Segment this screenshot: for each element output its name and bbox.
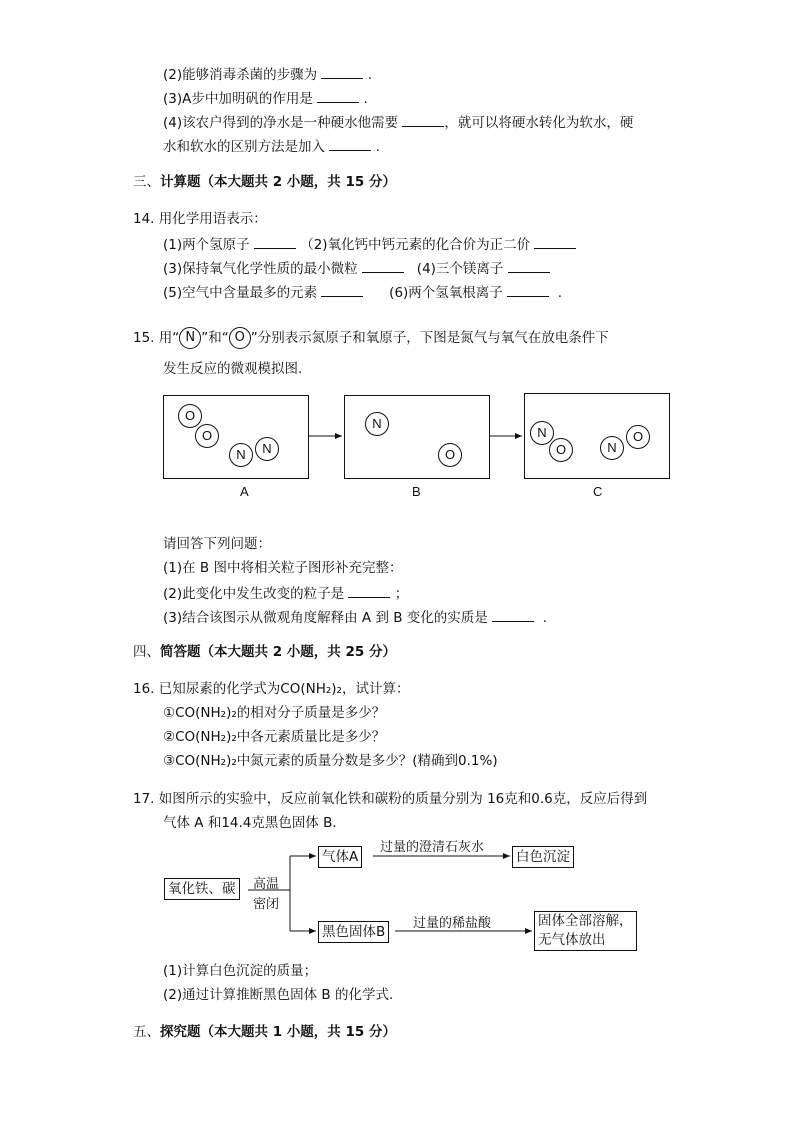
flow-precipitate-box: 白色沉淀 bbox=[512, 846, 574, 868]
q17-stem-line2: 气体 A 和14.4克黑色固体 B． bbox=[163, 815, 346, 831]
flow-gas-box: 气体A bbox=[318, 846, 362, 868]
flow-dissolve-line2: 无气体放出 bbox=[538, 932, 606, 948]
oxygen-atom-icon: O bbox=[229, 327, 251, 349]
q16-stem: 16. 已知尿素的化学式为CO(NH₂)₂，试计算： bbox=[133, 681, 410, 697]
q16-sub-2: ②CO(NH₂)₂中各元素质量比是多少？ bbox=[163, 729, 386, 745]
nitrogen-atom: N bbox=[229, 443, 253, 467]
label-b: B bbox=[412, 484, 421, 499]
q14-row-1: (1)两个氢原子 （2)氧化钙中钙元素的化合价为正二价 bbox=[163, 234, 576, 254]
section-4-heading: 四、简答题（本大题共 2 小题，共 25 分） bbox=[133, 644, 396, 660]
flow-start-box: 氧化铁、碳 bbox=[164, 878, 240, 900]
flow-solid-box: 黑色固体B bbox=[318, 921, 389, 943]
q15-sub-1: (1)在 B 图中将相关粒子图形补充完整： bbox=[163, 560, 403, 576]
q17-sub-1: (1)计算白色沉淀的质量； bbox=[163, 963, 318, 979]
answer-blank[interactable] bbox=[492, 607, 534, 622]
flow-condition-bottom: 密闭 bbox=[253, 897, 280, 912]
q17-sub-2: (2)通过计算推断黑色固体 B 的化学式. bbox=[163, 987, 394, 1003]
section-5-heading: 五、探究题（本大题共 1 小题，共 15 分） bbox=[133, 1024, 396, 1040]
nitrogen-atom: N bbox=[600, 436, 624, 460]
nitrogen-atom: N bbox=[530, 421, 554, 445]
label-c: C bbox=[593, 484, 603, 499]
q14-row-2: (3)保持氧气化学性质的最小微粒 (4)三个镁离子 bbox=[163, 258, 550, 278]
flow-arrow-bottom-label: 过量的稀盐酸 bbox=[413, 916, 492, 931]
flow-condition-top: 高温 bbox=[253, 877, 280, 892]
label-a: A bbox=[240, 484, 249, 499]
flow-dissolve-box bbox=[534, 911, 637, 951]
flow-arrow-top-label: 过量的澄清石灰水 bbox=[380, 840, 485, 855]
oxygen-atom: O bbox=[438, 443, 462, 467]
q13-item-3: (3)A步中加明矾的作用是 . bbox=[163, 88, 368, 108]
q17-stem-line1: 17. 如图所示的实验中，反应前氧化铁和碳粉的质量分别为 16克和0.6克，反应后得到 bbox=[133, 791, 648, 807]
q13-item-4-line1: (4)该农户得到的净水是一种硬水他需要 ，就可以将硬水转化为软水，硬 bbox=[163, 112, 633, 132]
q15-sub-3: (3)结合该图示从微观角度解释由 A 到 B 变化的实质是 . bbox=[163, 607, 547, 627]
q15-sub-2: (2)此变化中发生改变的粒子是 ； bbox=[163, 583, 408, 603]
oxygen-atom: O bbox=[626, 425, 650, 449]
nitrogen-atom: N bbox=[365, 412, 389, 436]
q15-stem: 15. 用“ N ”和“ O ”分别表示氮原子和氧原子，下图是氮气与氧气在放电条件下 bbox=[133, 327, 609, 349]
q14-row-3: (5)空气中含量最多的元素 (6)两个氢氧根离子 . bbox=[163, 282, 562, 302]
nitrogen-atom: N bbox=[255, 437, 279, 461]
oxygen-atom: O bbox=[195, 424, 219, 448]
oxygen-atom: O bbox=[178, 404, 202, 428]
q15-ask: 请回答下列问题： bbox=[163, 536, 271, 552]
q13-item-4-line2: 水和软水的区别方法是加入 . bbox=[163, 136, 380, 156]
answer-blank[interactable] bbox=[348, 583, 390, 598]
q15-stem-line2: 发生反应的微观模拟图. bbox=[163, 361, 303, 377]
q16-sub-1: ①CO(NH₂)₂的相对分子质量是多少？ bbox=[163, 705, 386, 721]
oxygen-atom: O bbox=[549, 438, 573, 462]
q13-item-2: (2)能够消毒杀菌的步骤为 . bbox=[163, 64, 372, 84]
nitrogen-atom-icon: N bbox=[179, 327, 201, 349]
flow-dissolve-line1: 固体全部溶解， bbox=[538, 913, 633, 929]
section-3-heading: 三、计算题（本大题共 2 小题，共 15 分） bbox=[133, 174, 396, 190]
q14-stem: 14. 用化学用语表示： bbox=[133, 211, 267, 227]
q16-sub-3: ③CO(NH₂)₂中氮元素的质量分数是多少？(精确到0.1%) bbox=[163, 753, 498, 769]
